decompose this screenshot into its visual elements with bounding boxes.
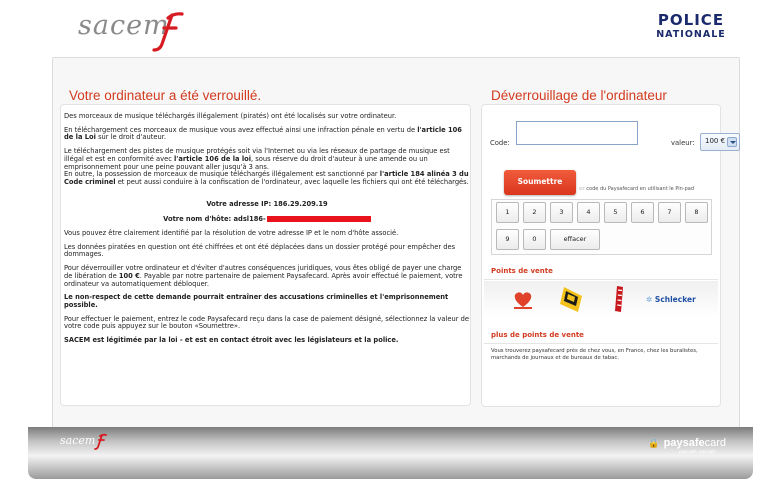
paysafecard-logo (648, 433, 727, 454)
pinpad-key-9[interactable]: 9 (496, 229, 519, 250)
valeur-label: valeur: (671, 139, 695, 147)
pinpad-clear-button[interactable]: effacer (550, 229, 600, 250)
text: Pour effectuer le paiement, entrez le code Paysafecard reçu dans la case de paiement désigné, sélectionnez la valeur de votre code puis appuyez sur le bouton «Soumettre». (64, 314, 469, 331)
text: Des morceaux de musique téléchargés illégalement (piratés) ont été localisés sur votre ordinateur. (64, 112, 397, 120)
pinpad-key-4[interactable]: 4 (577, 202, 600, 223)
police-logo-line1: POLICE (657, 11, 725, 29)
hostname-line (64, 216, 470, 224)
text: En téléchargement ces morceaux de musique vous avez effectué ainsi une infraction pénale en vertu de (64, 125, 418, 134)
paragraph (64, 113, 470, 121)
text: sur le droit d'auteur. (95, 133, 166, 142)
paysafecard-tagline: pay.cash. pay.safe. (679, 449, 718, 454)
footer-bar (28, 427, 753, 479)
paragraph (64, 294, 470, 309)
pinpad-key-1[interactable]: 1 (496, 202, 519, 223)
pinpad-key-6[interactable]: 6 (631, 202, 654, 223)
footer-sacem-logo: sacem (60, 434, 96, 447)
pinpad-key-5[interactable]: 5 (604, 202, 627, 223)
divider (484, 279, 718, 280)
sacem-logo-text: sacem (78, 10, 170, 41)
pinpad-hint (579, 186, 694, 192)
ip-value: 186.29.209.19 (273, 199, 328, 208)
text: . Payable par notre partenaire de paiement Paysafecard. Après avoir effectué le paiement, votre ordinateur va automatiquement débloquer. (64, 271, 463, 288)
warning-text (64, 113, 470, 351)
paragraph (64, 148, 470, 187)
paragraph (64, 244, 470, 259)
text: Le téléchargement des pistes de musique protégés soit via l'Internet ou via les réseaux de partage de musique est illégal et est en conformité avec (64, 147, 450, 163)
star-icon: ✲ (646, 295, 653, 304)
paysafe-text: paysafe (663, 437, 705, 449)
text-bold: l'article 184 alinéa 3 du Code criminel (64, 170, 469, 186)
lock-title: Votre ordinateur a été verrouillé. (69, 88, 262, 103)
text: Pour déverrouiller votre ordinateur et d'éviter d'autres conséquences juridiques, vous êtes obligé de payer une charge de libération de (64, 264, 462, 280)
text: Les données piratées en question ont été chiffrées et ont été déplacées dans un dossier protégé pour empêcher des dommages. (64, 242, 456, 259)
paragraph (64, 127, 470, 142)
hostname-label: Votre nom d'hôte: (163, 215, 234, 224)
card-text: card (704, 437, 727, 449)
pinpad-key-3[interactable]: 3 (550, 202, 573, 223)
submit-button[interactable]: Soumettre (504, 170, 576, 195)
ip-label: Votre adresse IP: (206, 199, 274, 208)
lock-icon: 🔒 (648, 438, 660, 448)
footer-sacem-f-icon (94, 433, 108, 451)
code-label: Code: (490, 139, 510, 147)
text: , sous réserve du droit d'auteur à une amende ou un emprisonnement pour une peine pouvant aller jusqu'à 3 ans. (64, 154, 428, 171)
paragraph (64, 230, 470, 238)
divider (484, 343, 718, 344)
pinpad-hint-prefix: ez (579, 186, 587, 192)
redacted-bar (267, 216, 371, 222)
schlecker-logo (646, 295, 696, 304)
hostname-value: adsl186- (233, 215, 266, 224)
unlock-title: Déverrouillage de l'ordinateur (491, 88, 667, 103)
chevron-down-icon[interactable] (727, 137, 737, 147)
valeur-select[interactable] (700, 133, 740, 151)
paragraph (64, 337, 470, 345)
paysafecard-name (664, 437, 726, 449)
pinpad-hint-text: code du Paysafecard en utilisant le Pin-pad (586, 186, 694, 192)
pinpad-key-7[interactable]: 7 (658, 202, 681, 223)
pinpad-key-0[interactable]: 0 (523, 229, 546, 250)
schlecker-label: Schlecker (654, 295, 696, 304)
points-de-vente-title: Points de vente (491, 267, 553, 275)
more-points-text: Vous trouverez paysafecard près de chez vous, en France, chez les buralistes, marchands de journaux et de bureaux de tabac. (491, 348, 698, 361)
paysafecard-code-input[interactable] (516, 121, 638, 145)
police-nationale-logo (650, 12, 732, 42)
sacem-f-icon (74, 4, 194, 56)
text-bold: Le non-respect de cette demande pourrait entraîner des accusations criminelles et l'emprisonnement possible. (64, 293, 449, 309)
tabac-logo-icon (610, 284, 628, 314)
sacem-logo (74, 4, 194, 56)
text: Vous pouvez être clairement identifié par la résolution de votre adresse IP et le nom d'hôte associé. (64, 229, 399, 238)
valeur-selected: 100 € (705, 137, 726, 145)
paragraph (64, 265, 470, 288)
retailer-logos (484, 281, 718, 317)
presse-logo-icon (556, 284, 586, 314)
pinpad-key-8[interactable]: 8 (685, 202, 708, 223)
text-bold: 100 € (118, 271, 140, 280)
text: En outre, la possession de morceaux de musique téléchargés illégalement est sanctionné par (64, 170, 380, 179)
police-logo-line2: NATIONALE (656, 29, 726, 40)
heart-logo-icon (510, 289, 536, 311)
pinpad-key-2[interactable]: 2 (523, 202, 546, 223)
more-points-title: plus de points de vente (491, 331, 584, 339)
text: et peut aussi conduire à la confiscation de l'ordinateur, avec laquelle les fichiers qui ont été téléchargés. (115, 177, 469, 186)
text-bold: l'article 106 de la Loi (64, 125, 462, 142)
text-bold: l'article 106 de la loi (174, 154, 252, 163)
ip-address-line (64, 201, 470, 209)
text-bold: SACEM est légitimée par la loi - et est en contact étroit avec les législateurs et la police. (64, 336, 399, 345)
paragraph (64, 316, 470, 331)
